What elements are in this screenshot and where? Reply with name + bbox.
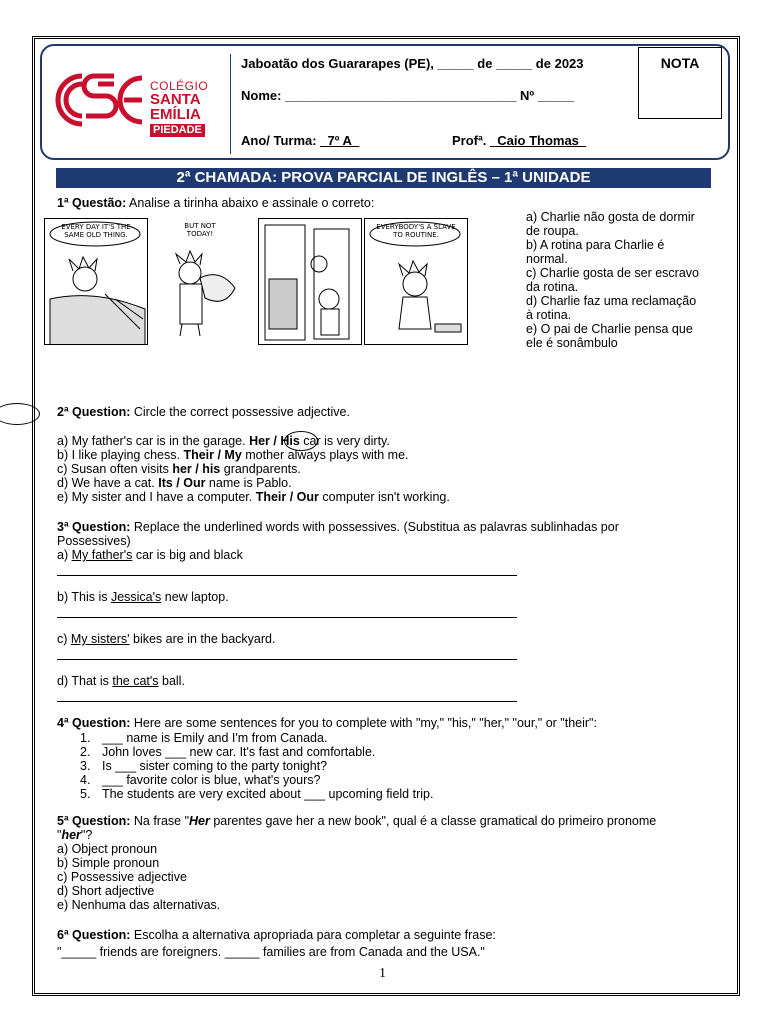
- q2-item-b: b) I like playing chess. Their / My mother always plays with me.: [57, 448, 409, 462]
- q1-option-a-cont: de roupa.: [526, 224, 579, 238]
- q5-prompt-cont: "her"?: [57, 828, 93, 842]
- q1-option-e-cont: ele é sonâmbulo: [526, 336, 618, 350]
- logo-line-3: EMÍLIA: [150, 106, 201, 123]
- q3-answer-line-d[interactable]: [57, 701, 517, 702]
- q1-label: 1ª Questão:: [57, 196, 127, 210]
- q3-prompt: [57, 520, 619, 534]
- q1-option-a[interactable]: a) Charlie não gosta de dormir: [526, 210, 695, 224]
- teacher-value: _Caio Thomas_: [490, 133, 587, 148]
- list-item[interactable]: 4. ___ favorite color is blue, what's yours?: [80, 773, 321, 787]
- q5-option-b[interactable]: b) Simple pronoun: [57, 856, 160, 870]
- school-logo: [50, 62, 225, 142]
- logo-wordmark: [150, 80, 208, 137]
- q1-option-d[interactable]: d) Charlie faz uma reclamação: [526, 294, 697, 308]
- q1-option-c-cont: da rotina.: [526, 280, 579, 294]
- q5-label: 5ª Question:: [57, 814, 131, 828]
- exam-title: 2ª CHAMADA: PROVA PARCIAL DE INGLÊS – 1ª UNIDADE: [56, 168, 711, 188]
- q3-answer-line-b[interactable]: [57, 617, 517, 618]
- q2-choice-d[interactable]: Its / Our: [158, 476, 206, 490]
- q1-option-c[interactable]: c) Charlie gosta de ser escravo: [526, 266, 699, 280]
- q6-text: Escolha a alternativa apropriada para completar a seguinte frase:: [133, 928, 496, 942]
- q1-option-e[interactable]: e) O pai de Charlie pensa que: [526, 322, 693, 336]
- q5-option-e[interactable]: e) Nenhuma das alternativas.: [57, 898, 221, 912]
- logo-mark-icon: [50, 62, 150, 142]
- class-field: [241, 133, 359, 148]
- q4-text: Here are some sentences for you to complete with "my," "his," "her," "our," or "their":: [133, 716, 597, 730]
- q6-prompt: [57, 928, 496, 942]
- comic-panel-1: [44, 218, 148, 345]
- list-item[interactable]: 5. The students are very excited about ___ upcoming field trip.: [80, 787, 434, 801]
- teacher-field: [452, 133, 586, 148]
- q4-list: [80, 731, 433, 801]
- q5-option-a[interactable]: a) Object pronoun: [57, 842, 158, 856]
- comic-panel-4: [364, 218, 468, 345]
- header-divider: [230, 54, 231, 154]
- q2-choice-c[interactable]: her / his: [172, 462, 221, 476]
- logo-line-1: COLÉGIO: [150, 79, 209, 93]
- q1-option-b[interactable]: b) A rotina para Charlie é: [526, 238, 665, 252]
- comic-text-2: BUT NOT TODAY!: [184, 222, 216, 238]
- q6-sentence: "_____ friends are foreigners. _____ families are from Canada and the USA.": [57, 945, 485, 959]
- q4-label: 4ª Question:: [57, 716, 131, 730]
- list-item[interactable]: 2. John loves ___ new car. It's fast and comfortable.: [80, 745, 376, 759]
- page-number: 1: [379, 966, 386, 981]
- comic-text-1: EVERY DAY IT'S THE SAME OLD THING.: [61, 223, 131, 239]
- q5-option-c[interactable]: c) Possessive adjective: [57, 870, 187, 884]
- q3-item-d: d) That is the cat's ball.: [57, 674, 185, 688]
- comic-text-4: EVERYBODY'S A SLAVE TO ROUTINE.: [376, 223, 456, 239]
- q3-text-cont: Possessives): [57, 534, 131, 548]
- q2-item-e: e) My sister and I have a computer. Their / Our computer isn't working.: [57, 490, 450, 504]
- q3-label: 3ª Question:: [57, 520, 131, 534]
- comic-panel-2: [150, 218, 254, 345]
- q6-label: 6ª Question:: [57, 928, 131, 942]
- list-item[interactable]: 1. ___ name is Emily and I'm from Canada.: [80, 731, 328, 745]
- date-line: Jaboatão dos Guararapes (PE), _____ de _____ de 2023: [241, 56, 584, 71]
- comic-illustration-3-icon: [259, 219, 362, 345]
- q3-item-b: b) This is Jessica's new laptop.: [57, 590, 229, 604]
- q2-text: Circle the correct possessive adjective.: [133, 405, 350, 419]
- list-item[interactable]: 3. Is ___ sister coming to the party tonight?: [80, 759, 328, 773]
- grade-box: NOTA: [638, 47, 722, 119]
- q1-text: Analise a tirinha abaixo e assinale o correto:: [129, 196, 375, 210]
- class-label: Ano/ Turma:: [241, 133, 317, 148]
- class-value: _7º A_: [320, 133, 360, 148]
- q2-item-d: d) We have a cat. Its / Our name is Pablo.: [57, 476, 292, 490]
- name-line: Nome: ________________________________ Nº _____: [241, 88, 574, 103]
- q5-prompt: 5ª Question: Na frase "Her parentes gave her a new book", qual é a classe gramatical do primeiro pronome: [57, 814, 657, 828]
- teacher-label: Profª.: [452, 133, 487, 148]
- q1-option-d-cont: à rotina.: [526, 308, 572, 322]
- q3-item-a: a) My father's car is big and black: [57, 548, 243, 562]
- q3-text: Replace the underlined words with possessives. (Substitua as palavras sublinhadas por: [133, 520, 619, 534]
- q2-item-a: a) My father's car is in the garage. Her / His car is very dirty.: [57, 434, 390, 448]
- q5-option-d[interactable]: d) Short adjective: [57, 884, 155, 898]
- q1-option-b-cont: normal.: [526, 252, 568, 266]
- q2-item-c: c) Susan often visits her / his grandparents.: [57, 462, 301, 476]
- q2-choice-a[interactable]: Her / His: [249, 434, 300, 448]
- q4-prompt: [57, 716, 597, 730]
- q2-prompt: [57, 405, 350, 419]
- q3-answer-line-c[interactable]: [57, 659, 517, 660]
- q2-label: 2ª Question:: [57, 405, 131, 419]
- q1-prompt: [57, 196, 374, 210]
- comic-panel-3: [258, 218, 362, 345]
- q3-answer-line-a[interactable]: [57, 575, 517, 576]
- q2-choice-e[interactable]: Their / Our: [255, 490, 319, 504]
- logo-line-4: PIEDADE: [150, 124, 205, 137]
- q2-choice-b[interactable]: Their / My: [183, 448, 242, 462]
- q3-item-c: c) My sisters' bikes are in the backyard.: [57, 632, 276, 646]
- logo-line-2: SANTA: [150, 91, 201, 108]
